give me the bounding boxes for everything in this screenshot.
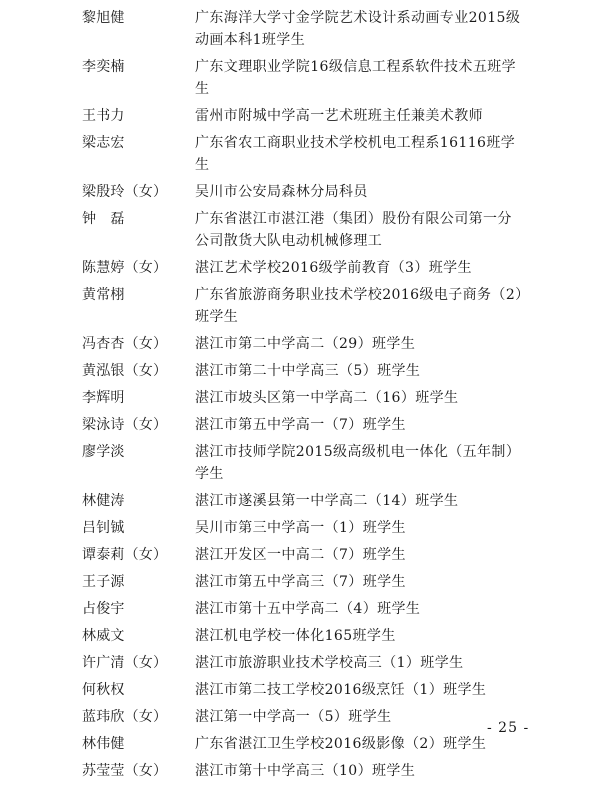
person-name: 黎旭健 bbox=[82, 10, 125, 26]
person-name: 梁志宏 bbox=[82, 135, 125, 151]
list-item bbox=[82, 652, 602, 674]
person-name: 陈慧婷（女） bbox=[82, 260, 168, 276]
person-name: 钟 磊 bbox=[82, 211, 125, 227]
list-item bbox=[82, 571, 602, 593]
person-description: 广东省旅游商务职业技术学校2016级电子商务（2）班学生 bbox=[195, 287, 523, 325]
person-name: 何秋权 bbox=[82, 682, 125, 698]
person-name: 林健涛 bbox=[82, 493, 125, 509]
person-description: 湛江开发区一中高二（7）班学生 bbox=[195, 547, 406, 563]
list-item bbox=[82, 132, 602, 176]
person-name: 李辉明 bbox=[82, 390, 125, 406]
person-name: 吕钊铖 bbox=[82, 520, 125, 536]
person-description: 湛江市技师学院2015级高级机电一体化（五年制）学生 bbox=[195, 444, 521, 482]
page-number: - 25 - bbox=[487, 720, 530, 736]
person-description: 湛江艺术学校2016级学前教育（3）班学生 bbox=[195, 260, 472, 276]
list-item bbox=[82, 333, 602, 355]
list-item bbox=[82, 387, 602, 409]
person-name: 林伟健 bbox=[82, 736, 125, 752]
person-description: 湛江市遂溪县第一中学高二（14）班学生 bbox=[195, 493, 459, 509]
person-name: 王书力 bbox=[82, 108, 125, 124]
person-description: 湛江市第二十中学高三（5）班学生 bbox=[195, 363, 421, 379]
person-name: 占俊宇 bbox=[82, 601, 125, 617]
person-description: 湛江市旅游职业技术学校高三（1）班学生 bbox=[195, 655, 464, 671]
list-item bbox=[82, 598, 602, 620]
person-description: 广东省湛江市湛江港（集团）股份有限公司第一分公司散货大队电动机械修理工 bbox=[195, 211, 512, 249]
list-item bbox=[82, 181, 602, 203]
list-item bbox=[82, 257, 602, 279]
list-item bbox=[82, 105, 602, 127]
person-name: 黄泓银（女） bbox=[82, 363, 168, 379]
person-description: 湛江市第五中学高三（7）班学生 bbox=[195, 574, 406, 590]
person-description: 广东海洋大学寸金学院艺术设计系动画专业2015级动画本科1班学生 bbox=[195, 10, 521, 48]
person-name: 林威文 bbox=[82, 628, 125, 644]
roster-list bbox=[82, 7, 602, 787]
list-item bbox=[82, 490, 602, 512]
person-name: 李奕楠 bbox=[82, 59, 125, 75]
list-item bbox=[82, 733, 602, 755]
person-description: 广东省农工商职业技术学校机电工程系16116班学生 bbox=[195, 135, 516, 173]
person-name: 王子源 bbox=[82, 574, 125, 590]
person-name: 黄常栩 bbox=[82, 287, 125, 303]
person-description: 雷州市附城中学高一艺术班班主任兼美术教师 bbox=[195, 108, 483, 124]
list-item bbox=[82, 760, 602, 782]
person-description: 吴川市第三中学高一（1）班学生 bbox=[195, 520, 406, 536]
person-name: 廖学淡 bbox=[82, 444, 125, 460]
person-description: 广东省湛江卫生学校2016级影像（2）班学生 bbox=[195, 736, 487, 752]
list-item bbox=[82, 414, 602, 436]
person-name: 谭泰莉（女） bbox=[82, 547, 168, 563]
list-item bbox=[82, 56, 602, 100]
list-item bbox=[82, 284, 602, 328]
person-description: 湛江第一中学高一（5）班学生 bbox=[195, 709, 392, 725]
list-item bbox=[82, 544, 602, 566]
list-item bbox=[82, 7, 602, 51]
person-description: 湛江市第十五中学高二（4）班学生 bbox=[195, 601, 421, 617]
person-name: 梁殷玲（女） bbox=[82, 184, 168, 200]
person-description: 湛江市第十中学高三（10）班学生 bbox=[195, 763, 416, 779]
person-name: 苏莹莹（女） bbox=[82, 763, 168, 779]
list-item bbox=[82, 208, 602, 252]
list-item bbox=[82, 441, 602, 485]
person-description: 湛江市第二中学高二（29）班学生 bbox=[195, 336, 416, 352]
person-description: 湛江机电学校一体化165班学生 bbox=[195, 628, 396, 644]
person-name: 梁泳诗（女） bbox=[82, 417, 168, 433]
list-item bbox=[82, 679, 602, 701]
person-description: 湛江市第五中学高一（7）班学生 bbox=[195, 417, 406, 433]
person-description: 吴川市公安局森林分局科员 bbox=[195, 184, 368, 200]
person-name: 许广清（女） bbox=[82, 655, 168, 671]
person-description: 广东文理职业学院16级信息工程系软件技术五班学生 bbox=[195, 59, 517, 97]
person-description: 湛江市坡头区第一中学高二（16）班学生 bbox=[195, 390, 459, 406]
person-description: 湛江市第二技工学校2016级烹饪（1）班学生 bbox=[195, 682, 487, 698]
person-name: 冯杏杏（女） bbox=[82, 336, 168, 352]
list-item bbox=[82, 360, 602, 382]
person-name: 蓝玮欣（女） bbox=[82, 709, 168, 725]
list-item bbox=[82, 625, 602, 647]
list-item bbox=[82, 517, 602, 539]
